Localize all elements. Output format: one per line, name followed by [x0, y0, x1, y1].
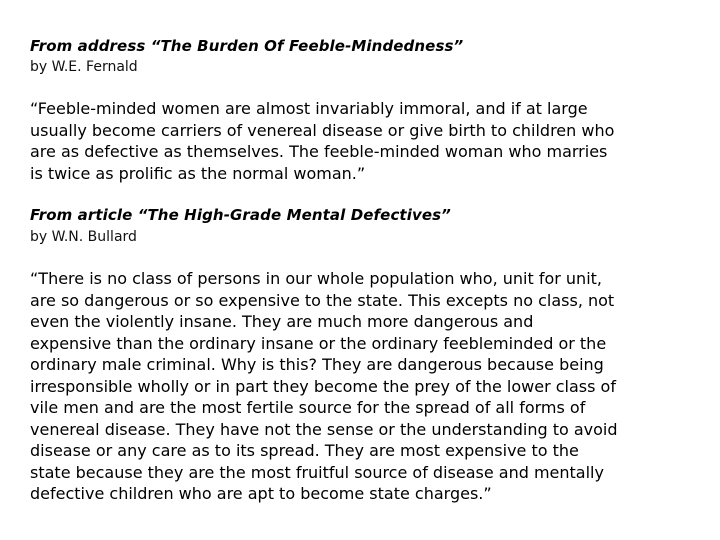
quote-line: defective children who are apt to become state charges.”: [30, 484, 492, 503]
quote-line: venereal disease. They have not the sense or the understanding to avoid: [30, 419, 618, 439]
quote-line: “Feeble-minded women are almost invariably immoral, and if at large: [30, 99, 588, 118]
quote-line: expensive than the ordinary insane or the ordinary feebleminded or the: [30, 333, 607, 353]
quote-line: ordinary male criminal. Why is this? They are dangerous because being: [30, 355, 604, 374]
section-2-quote: [30, 268, 618, 505]
document-page: [30, 0, 700, 540]
section-1-quote: [30, 98, 614, 184]
section-2-author: by W.N. Bullard: [30, 229, 137, 245]
quote-line: irresponsible wholly or in part they become the prey of the lower class of: [30, 376, 616, 396]
quote-line: are as defective as themselves. The feeble-minded woman who marries: [30, 142, 608, 161]
quote-line: usually become carriers of venereal disease or give birth to children who: [30, 120, 615, 140]
quote-line: are so dangerous or so expensive to the state. This excepts no class, not: [30, 290, 615, 310]
quote-line: vile men and are the most fertile source for the spread of all forms of: [30, 398, 586, 417]
section-2-heading: From article “The High-Grade Mental Defectives”: [30, 206, 451, 224]
quote-line: is twice as prolific as the normal woman.”: [30, 163, 366, 183]
section-1-heading: From address “The Burden Of Feeble-Mindedness”: [30, 37, 464, 55]
quote-line: disease or any care as to its spread. They are most expensive to the: [30, 441, 579, 460]
section-1-author: by W.E. Fernald: [30, 59, 138, 75]
quote-line: “There is no class of persons in our whole population who, unit for unit,: [30, 269, 602, 288]
quote-line: even the violently insane. They are much more dangerous and: [30, 312, 534, 331]
quote-line: state because they are the most fruitful source of disease and mentally: [30, 462, 604, 482]
